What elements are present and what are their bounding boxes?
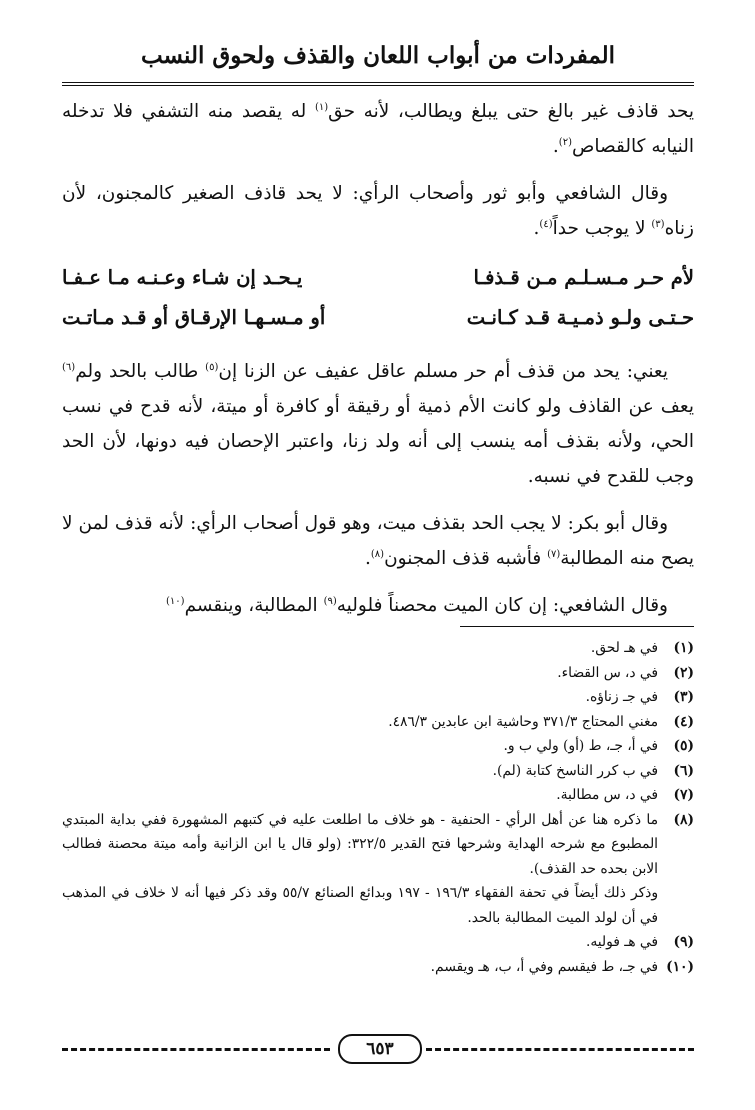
paragraph xyxy=(62,94,694,164)
footnote-number: (٧) xyxy=(673,787,694,803)
footnote xyxy=(62,808,694,882)
paragraph xyxy=(62,354,694,494)
footer-dash-left xyxy=(62,1048,330,1051)
footnote-text: في جـ، ط فيقسم وفي أ، ب، هـ ويقسم. xyxy=(430,958,658,975)
footnote-ref[interactable]: (١٠) xyxy=(166,595,185,607)
footnotes xyxy=(62,636,694,979)
verse-first-hemistich: لأم حـر مـسـلـم مـن قـذفـا xyxy=(473,266,694,289)
footnote-number: (١٠) xyxy=(666,958,694,975)
poem-verses xyxy=(62,258,694,338)
footnote xyxy=(62,930,694,955)
footnote-number: (٨) xyxy=(673,811,694,828)
footnote-number: (٥) xyxy=(673,738,694,754)
text-run: لا يوجب حداً xyxy=(552,218,652,239)
paragraph xyxy=(62,588,694,623)
verse-line xyxy=(62,258,694,298)
footnote-ref[interactable]: (٤) xyxy=(539,218,553,230)
footnote-number: (٩) xyxy=(673,934,694,950)
footnote-text: مغني المحتاج ٣٧١/٣ وحاشية ابن عابدين ٤٨٦/٣. xyxy=(388,713,658,730)
footnote-number: (٤) xyxy=(673,713,694,730)
footnote xyxy=(62,710,694,735)
footer-dash-right xyxy=(426,1048,694,1051)
footnote xyxy=(62,955,694,980)
footnote xyxy=(62,636,694,661)
footnote-ref[interactable]: (٦) xyxy=(62,361,76,373)
text-run: . xyxy=(533,218,540,239)
verse-line xyxy=(62,298,694,338)
footnote-text: ما ذكره هنا عن أهل الرأي - الحنفية - هو خلاف ما اطلعت عليه في كتبهم المشهورة ففي بداية المبتدي المطبوع مع شرحه الهداية وشرحها فتح القدير ٣٢٢/٥: (ولو قال يا ابن الزانية وأمه ميتة محصنة فطالب الابن بحده حد القذف). xyxy=(62,811,658,877)
footnote-rule xyxy=(460,626,694,627)
footnote xyxy=(62,661,694,686)
text-run: يعني: يحد من قذف أم حر مسلم عاقل عفيف عن الزنا إن xyxy=(218,361,669,382)
footnote-number: (٢) xyxy=(673,664,694,681)
text-run: فأشبه قذف المجنون xyxy=(384,548,548,569)
footnote xyxy=(62,734,694,759)
footnote-ref[interactable]: (١) xyxy=(314,101,329,113)
footnote-text: في هـ لحق. xyxy=(590,640,658,656)
verse-second-hemistich: أو مـسـهـا الإرقـاق أو قـد مـاتـت xyxy=(62,306,326,329)
verse-second-hemistich: يـحـد إن شـاء وعـنـه مـا عـفـا xyxy=(62,266,303,289)
paragraph xyxy=(62,176,694,246)
text-run: يعف عن القاذف ولو كانت الأم ذمية أو رقيقة أو كافرة أو ميتة، لأنه قدح في نسب الحي، ولأنه بقذف أمه ينسب إلى أنه ولد زنا، واعتبر الإحصان فيه دونها، لأن الحد وجب للقدح في نسبه. xyxy=(62,396,694,487)
footnote-ref[interactable]: (٢) xyxy=(558,136,572,148)
page-footer xyxy=(62,1034,694,1064)
text-run: وقال أبو بكر: لا يجب الحد بقذف ميت، وهو قول أصحاب الرأي: لأنه قذف لمن لا يصح منه المطالبة xyxy=(62,513,694,569)
footnote xyxy=(62,783,694,808)
book-page xyxy=(62,34,694,1094)
text-run: له يقصد منه التشفي فلا تدخله النيابه كالقصاص xyxy=(62,101,694,157)
footnote-text: في د، س مطالبة. xyxy=(556,787,658,803)
footnote-text: في جـ زناؤه. xyxy=(585,689,658,705)
footnote xyxy=(62,685,694,710)
footnote-text: في د، س القضاء. xyxy=(557,664,658,681)
footnote-ref[interactable]: (٣) xyxy=(651,218,665,230)
text-run: يحد قاذف غير بالغ حتى يبلغ ويطالب، لأنه حق xyxy=(328,101,694,122)
footnote xyxy=(62,759,694,784)
footnote-ref[interactable]: (٩) xyxy=(323,595,337,607)
footnote-number: (٦) xyxy=(673,762,694,779)
footnote-text: في أ، جـ، ط (أو) ولي ب و. xyxy=(503,738,658,754)
text-run: طالب بالحد ولم xyxy=(75,361,206,382)
footnote-ref[interactable]: (٨) xyxy=(370,548,385,560)
footnote-number: (١) xyxy=(673,640,694,656)
header-rule xyxy=(62,82,694,86)
text-run: . xyxy=(552,136,559,157)
text-run: وقال الشافعي: إن كان الميت محصناً فلوليه xyxy=(336,595,668,616)
text-run: . xyxy=(365,548,371,569)
footnote-text: في ب كرر الناسخ كتابة (لم). xyxy=(492,762,658,779)
footnote-continuation: وذكر ذلك أيضاً في تحفة الفقهاء ١٩٦/٣ - ١٩٧ وبدائع الصنائع ٥٥/٧ وقد ذكر فيها أنه لا خلاف في المذهب في أن لولد الميت المطالبة بالحد. xyxy=(62,885,658,926)
verse-first-hemistich: حـتـى ولـو ذمـيـة قـد كـانـت xyxy=(466,306,694,329)
paragraph xyxy=(62,506,694,576)
footnote-ref[interactable]: (٧) xyxy=(547,548,561,560)
text-run: المطالبة، وينقسم xyxy=(184,595,324,616)
footnote-text: في هـ فوليه. xyxy=(585,934,658,950)
page-number: ٦٥٣ xyxy=(338,1034,422,1064)
main-text xyxy=(62,94,694,635)
text-run: وقال الشافعي وأبو ثور وأصحاب الرأي: لا يحد قاذف الصغير كالمجنون، لأن زناه xyxy=(62,183,694,239)
running-header: المفردات من أبواب اللعان والقذف ولحوق النسب xyxy=(140,42,616,69)
footnote-ref[interactable]: (٥) xyxy=(205,361,219,373)
footnote-number: (٣) xyxy=(673,689,694,705)
